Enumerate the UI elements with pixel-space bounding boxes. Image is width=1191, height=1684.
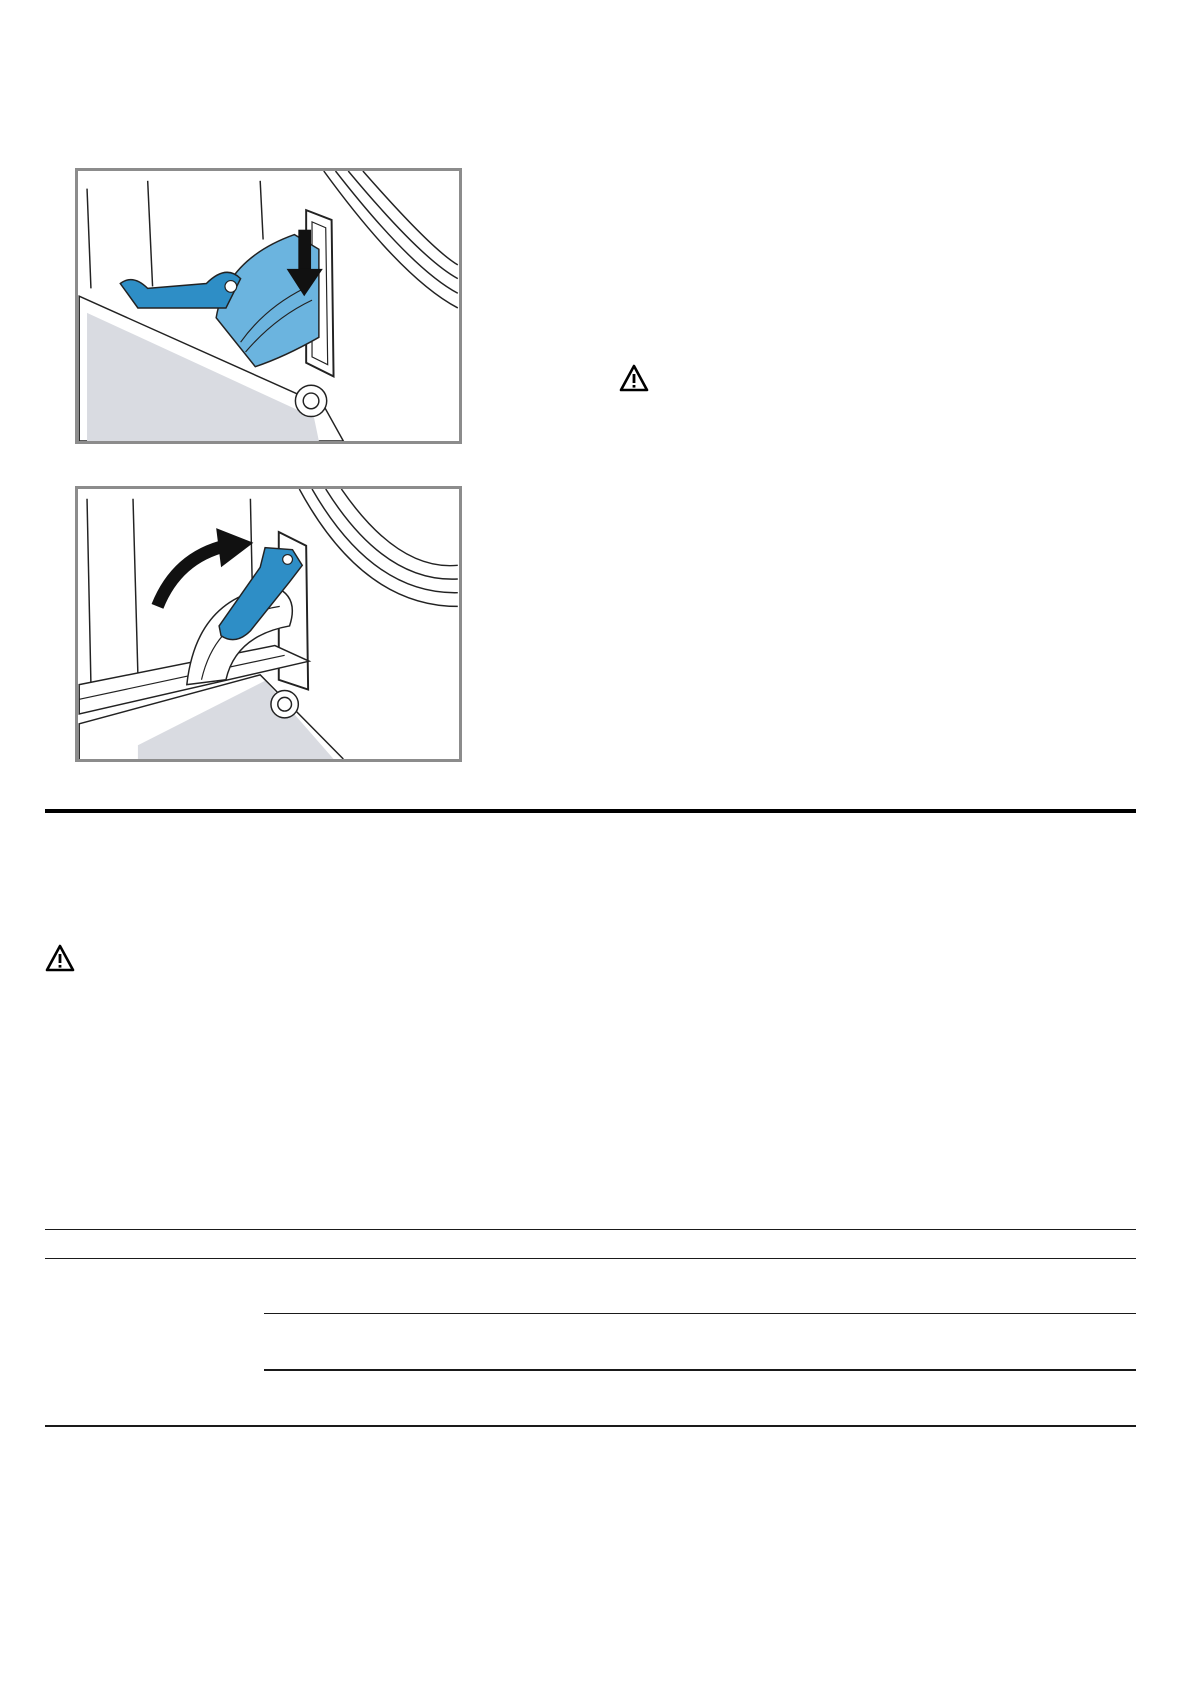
warning-triangle-icon xyxy=(619,364,649,392)
table-header-rule xyxy=(45,1258,1136,1259)
hinge-lock-figure xyxy=(75,168,462,444)
warning-triangle-icon xyxy=(45,944,75,972)
hinge-lock-press-down-illustration xyxy=(78,171,459,441)
table-row-rule xyxy=(264,1313,1136,1314)
hinge-lever-figure xyxy=(75,486,462,762)
hinge-lever-fold-up-illustration xyxy=(78,489,459,759)
table-bottom-rule xyxy=(45,1425,1136,1427)
table-row-rule xyxy=(264,1369,1136,1371)
section-divider xyxy=(45,809,1136,813)
table-top-rule xyxy=(45,1229,1136,1230)
